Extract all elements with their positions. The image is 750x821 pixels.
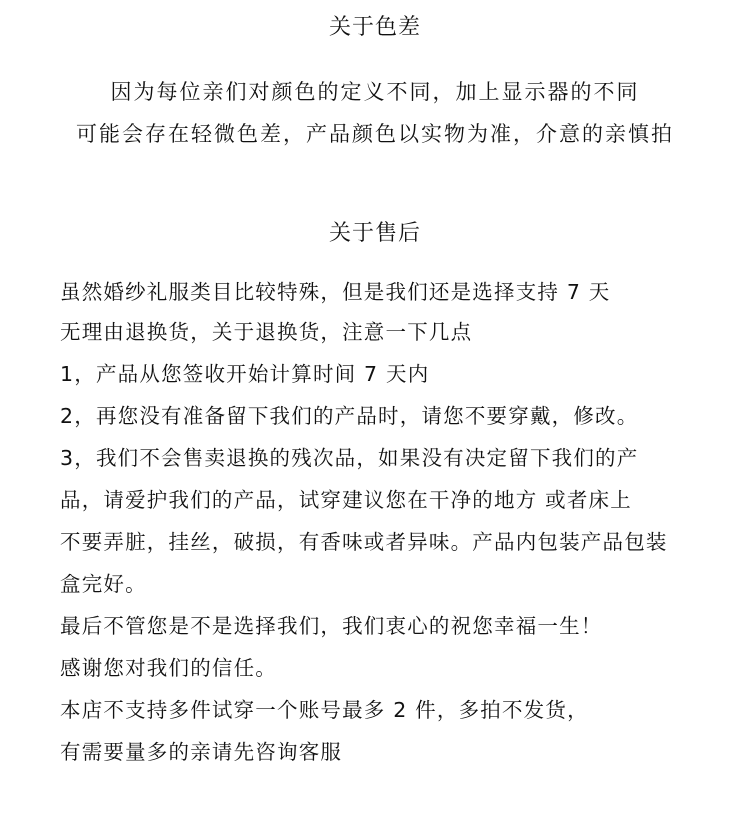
color-difference-line-1: 因为每位亲们对颜色的定义不同，加上显示器的不同 xyxy=(110,80,640,104)
after-sales-line-11: 本店不支持多件试穿一个账号最多 2 件，多拍不发货， xyxy=(60,698,589,722)
color-difference-title: 关于色差 xyxy=(328,15,421,40)
color-difference-line-2: 可能会存在轻微色差，产品颜色以实物为准，介意的亲慎拍 xyxy=(76,122,674,146)
after-sales-line-9: 最后不管您是不是选择我们，我们衷心的祝您幸福一生！ xyxy=(60,614,603,638)
after-sales-line-2: 无理由退换货，关于退换货，注意一下几点 xyxy=(60,320,473,344)
after-sales-line-5: 3，我们不会售卖退换的残次品，如果没有决定留下我们的产 xyxy=(60,446,639,470)
after-sales-line-7: 不要弄脏，挂丝，破损，有香味或者异味。产品内包装产品包装 xyxy=(60,530,668,554)
after-sales-line-8: 盒完好。 xyxy=(60,572,147,596)
after-sales-title: 关于售后 xyxy=(328,221,421,246)
after-sales-line-4: 2，再您没有准备留下我们的产品时，请您不要穿戴，修改。 xyxy=(60,404,639,428)
after-sales-line-1: 虽然婚纱礼服类目比较特殊，但是我们还是选择支持 7 天 xyxy=(60,280,611,304)
after-sales-line-3: 1，产品从您签收开始计算时间 7 天内 xyxy=(60,362,430,386)
after-sales-line-10: 感谢您对我们的信任。 xyxy=(60,656,277,680)
after-sales-line-6: 品，请爱护我们的产品，试穿建议您在干净的地方 或者床上 xyxy=(60,488,632,512)
after-sales-line-12: 有需要量多的亲请先咨询客服 xyxy=(60,740,343,764)
